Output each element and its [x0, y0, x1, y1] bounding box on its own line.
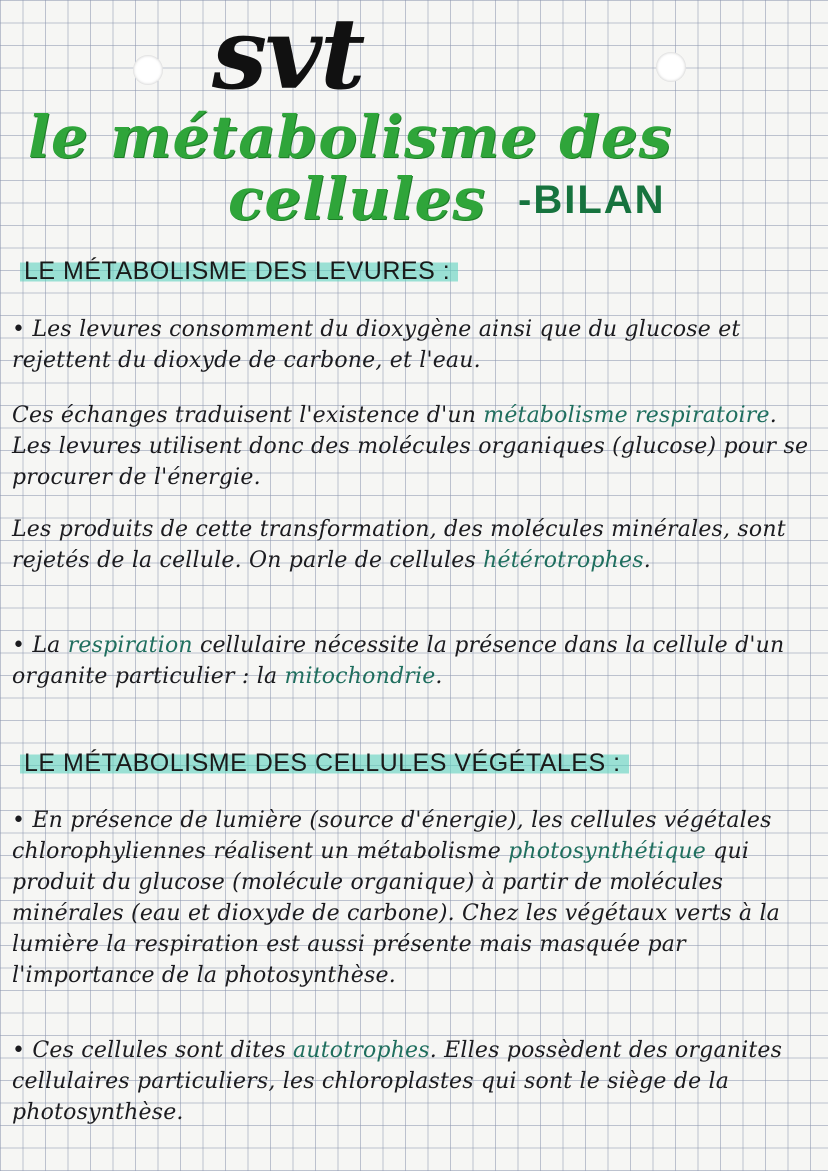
term-photosynthetique: photosynthétique — [508, 839, 706, 864]
text-run: Ces échanges traduisent l'existence d'un — [12, 403, 484, 428]
term-mitochondrie: mitochondrie — [284, 664, 436, 689]
text-run: • En présence de lumière (source d'énergie), les cellules végétales chlorophyliennes réalisent un métabolisme — [12, 808, 772, 864]
levures-paragraph-3 — [12, 514, 818, 576]
levures-paragraph-4 — [12, 630, 818, 692]
heading-text: LE MÉTABOLISME DES LEVURES : — [20, 257, 458, 285]
text-run: Les produits de cette transformation, des molécules minérales, sont rejetés de la cellule. On parle de cellules — [12, 517, 786, 573]
term-heterotrophes: hétérotrophes — [483, 548, 644, 573]
binder-hole-right — [656, 52, 686, 82]
vegetales-paragraph-1 — [12, 805, 818, 991]
levures-paragraph-1: • Les levures consomment du dioxygène ainsi que du glucose et rejettent du dioxyde de carbone, et l'eau. — [12, 317, 741, 373]
page-title-line2: cellules — [228, 165, 487, 233]
text-run: • Ces cellules sont dites — [12, 1038, 294, 1063]
text-run: • La — [12, 633, 68, 658]
text-run: cellulaire nécessite la présence dans la cellule d'un organite particulier : la — [12, 633, 785, 689]
vegetales-paragraph-2 — [12, 1035, 818, 1128]
term-autotrophes: autotrophes — [293, 1038, 430, 1063]
subject-title: svt — [212, 0, 364, 112]
text-run: . — [643, 548, 651, 573]
section-heading-vegetales — [20, 748, 629, 778]
page-title-suffix: -BILAN — [518, 178, 666, 222]
levures-paragraph-2 — [12, 400, 818, 493]
term-respiration: respiration — [67, 633, 193, 658]
heading-text: LE MÉTABOLISME DES CELLULES VÉGÉTALES : — [20, 749, 629, 777]
section-heading-levures — [20, 256, 458, 286]
text-run: . — [435, 664, 443, 689]
page-title-line1: le métabolisme des — [28, 103, 673, 171]
text-run: qui produit du glucose (molécule organique) à partir de molécules minérales (eau et dioxyde de carbone). Chez les végétaux verts à la lumière la respiration est aussi présente mais masquée par l'importance de la photosynthèse. — [12, 839, 780, 988]
binder-hole-left — [133, 55, 163, 85]
term-metabolisme-respiratoire: métabolisme respiratoire — [483, 403, 770, 428]
text-run: . Les levures utilisent donc des molécules organiques (glucose) pour se procurer de l'énergie. — [12, 403, 809, 490]
text-run: . Elles possèdent des organites cellulaires particuliers, les chloroplastes qui sont le siège de la photosynthèse. — [12, 1038, 783, 1125]
